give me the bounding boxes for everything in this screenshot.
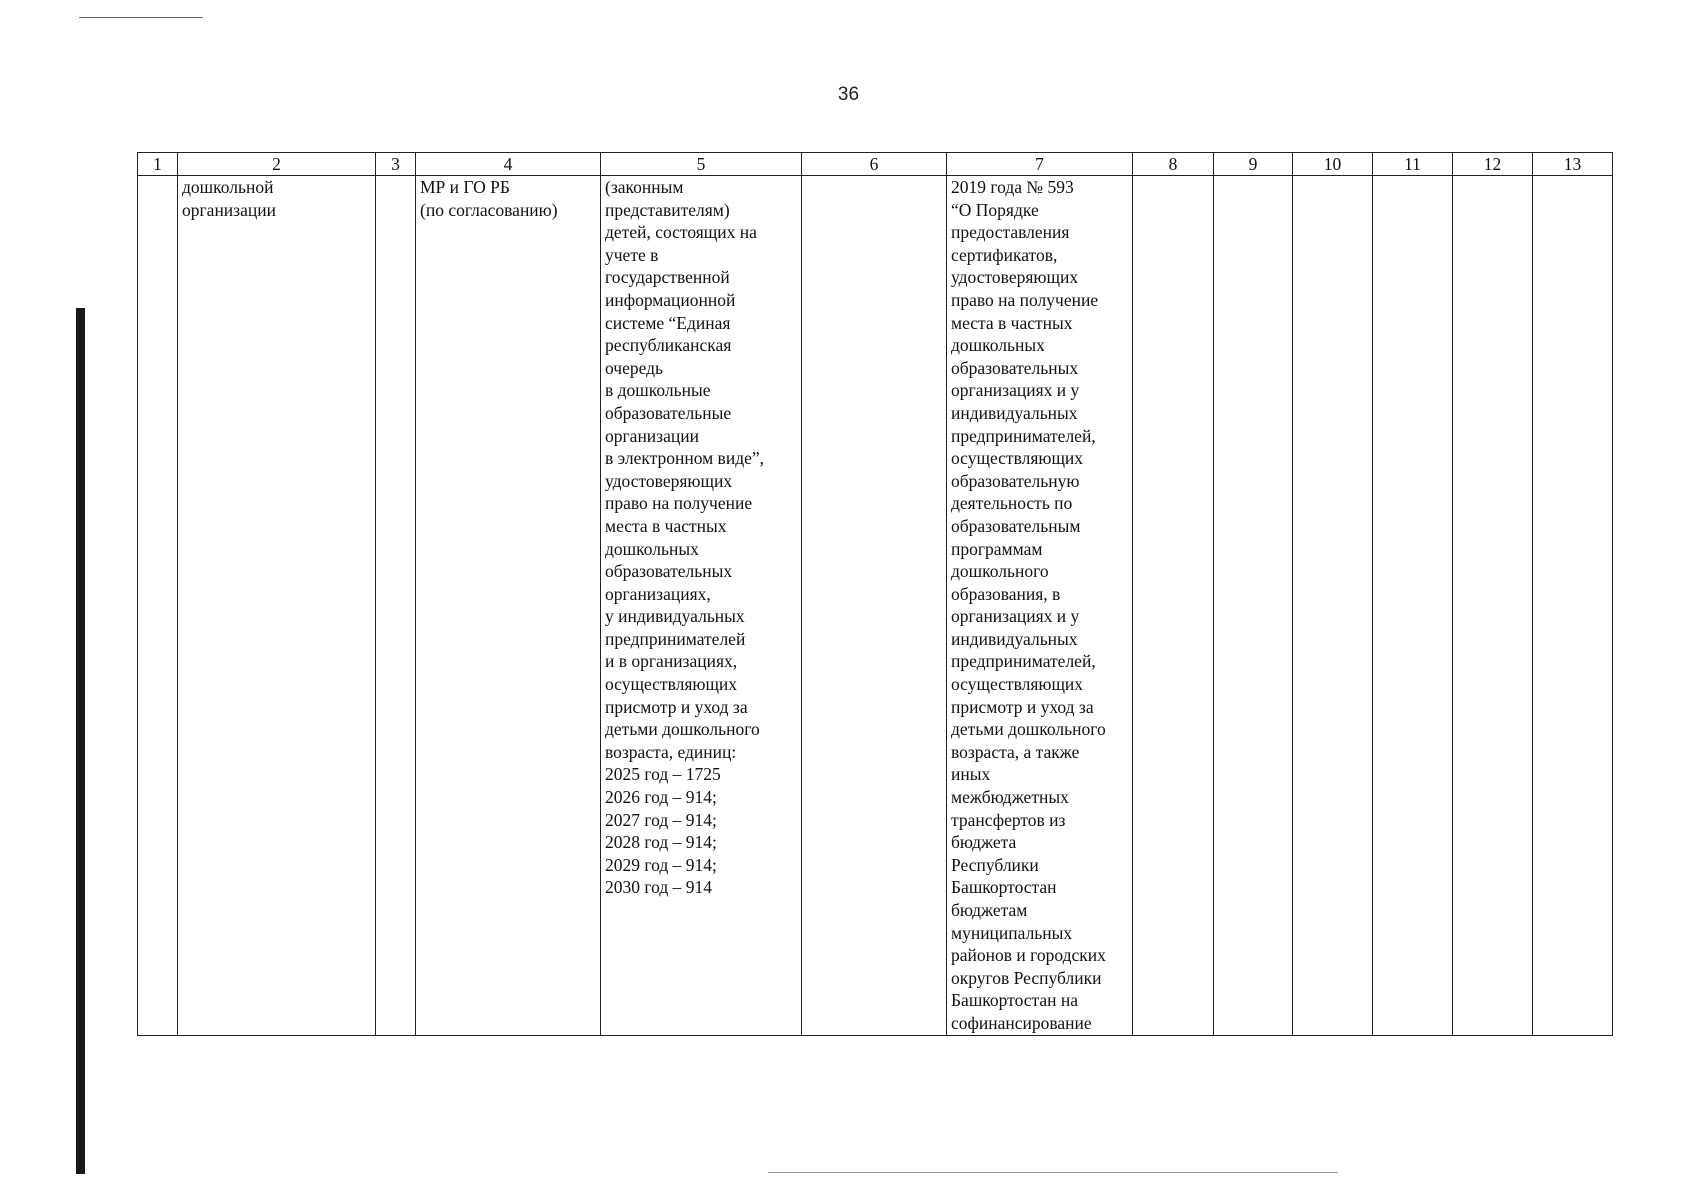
scan-artifact-left-bar (76, 308, 85, 1174)
column-header: 8 (1133, 153, 1214, 176)
table-cell-col5: (законным представителям) детей, состоящих на учете в государственной информационной системе “Единая республиканская очередь в дошкольные образовательные организации в электронном виде”, удостоверяющих право на получение места в частных дошкольных образовательных организациях, у индивидуальных предпринимателей и в организациях, осуществляющих присмотр и уход за детьми дошкольного возраста, единиц: 2025 год – 1725 2026 год – 914; 2027 год – 914; 2028 год – 914; 2029 год – 914; 2030 год – 914 (601, 176, 802, 1036)
table-cell-col12 (1453, 176, 1533, 1036)
column-header: 7 (947, 153, 1133, 176)
scan-artifact-bottom-line (768, 1172, 1338, 1173)
column-header: 9 (1214, 153, 1293, 176)
table-cell-col10 (1293, 176, 1373, 1036)
column-header: 11 (1373, 153, 1453, 176)
column-header: 5 (601, 153, 802, 176)
table-cell-col1 (138, 176, 178, 1036)
scan-artifact-top-line (79, 17, 203, 18)
table-cell-col4: МР и ГО РБ (по согласованию) (416, 176, 601, 1036)
column-header: 3 (376, 153, 416, 176)
table-cell-col2: дошкольной организации (178, 176, 376, 1036)
column-header: 4 (416, 153, 601, 176)
table-cell-col11 (1373, 176, 1453, 1036)
table-header-row (138, 153, 1613, 176)
table-row (138, 176, 1613, 1036)
document-table (137, 152, 1613, 1036)
column-header: 12 (1453, 153, 1533, 176)
table-cell-col8 (1133, 176, 1214, 1036)
column-header: 6 (802, 153, 947, 176)
table-cell-col9 (1214, 176, 1293, 1036)
table-cell-col7: 2019 года № 593 “О Порядке предоставления сертификатов, удостоверяющих право на получение места в частных дошкольных образовательных организациях и у индивидуальных предпринимателей, осуществляющих образовательную деятельность по образовательным программам дошкольного образования, в организациях и у индивидуальных предпринимателей, осуществляющих присмотр и уход за детьми дошкольного возраста, а также иных межбюджетных трансфертов из бюджета Республики Башкортостан бюджетам муниципальных районов и городских округов Республики Башкортостан на софинансирование (947, 176, 1133, 1036)
table-cell-col13 (1533, 176, 1613, 1036)
table-cell-col3 (376, 176, 416, 1036)
column-header: 13 (1533, 153, 1613, 176)
column-header: 2 (178, 153, 376, 176)
column-header: 1 (138, 153, 178, 176)
page-number: 36 (837, 84, 860, 105)
column-header: 10 (1293, 153, 1373, 176)
table-cell-col6 (802, 176, 947, 1036)
